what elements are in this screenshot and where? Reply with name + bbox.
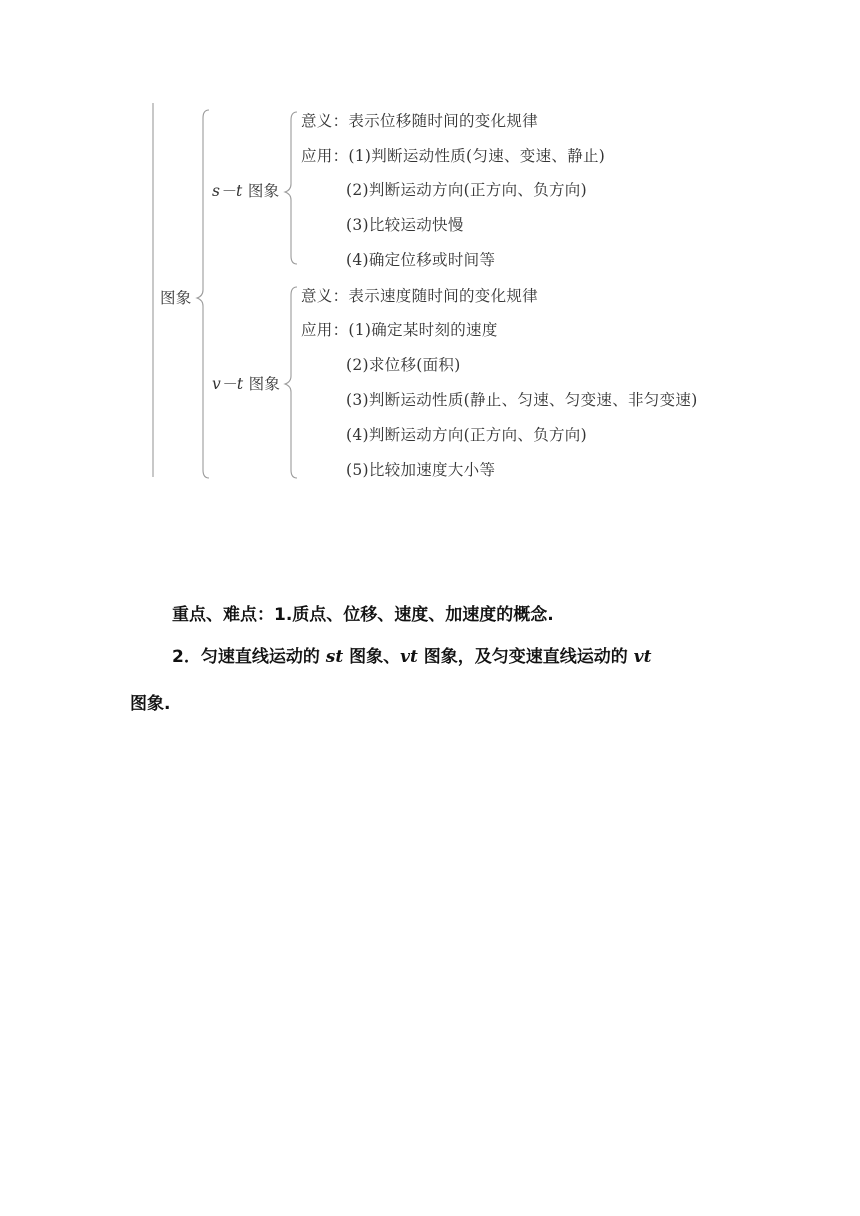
st-item: 应用：(1)判断运动性质(匀速、变速、静止) — [301, 147, 606, 165]
vt-item: (2)求位移(面积) — [346, 356, 461, 374]
text-segment: 图象，及匀变速直线运动的 — [417, 647, 634, 667]
vt-item: (4)判断运动方向(正方向、负方向) — [346, 426, 587, 444]
key-points-line-1: 重点、难点：1.质点、位移、速度、加速度的概念. — [172, 605, 554, 625]
vt-label-word: 图象 — [248, 375, 281, 393]
vt-item: (3)判断运动性质(静止、匀速、匀变速、非匀变速) — [346, 391, 698, 409]
st-term: st — [325, 647, 344, 667]
vt-label-var: v－t — [212, 375, 244, 393]
vt-label — [212, 375, 280, 393]
st-label-var: s－t — [212, 182, 243, 200]
st-label-word: 图象 — [247, 182, 280, 200]
vt-item: (5)比较加速度大小等 — [346, 461, 496, 479]
vt-item: 应用：(1)确定某时刻的速度 — [301, 321, 498, 339]
vt-term: vt — [633, 647, 652, 667]
key-points-line-3: 图象. — [130, 694, 171, 714]
vt-brace — [285, 287, 297, 478]
root-brace — [197, 110, 209, 478]
st-brace — [285, 112, 297, 264]
root-label: 图象 — [160, 289, 192, 307]
text-segment: 图象、 — [343, 647, 401, 667]
vt-term: vt — [400, 647, 418, 667]
text-segment: 2．匀速直线运动的 — [172, 647, 326, 667]
st-meaning: 意义：表示位移随时间的变化规律 — [301, 112, 539, 130]
st-item: (3)比较运动快慢 — [346, 216, 464, 234]
key-points-line-2 — [172, 646, 651, 668]
concept-tree — [0, 0, 860, 500]
tree-braces — [0, 0, 860, 500]
st-label — [212, 182, 279, 200]
st-item: (2)判断运动方向(正方向、负方向) — [346, 181, 587, 199]
st-item: (4)确定位移或时间等 — [346, 251, 496, 269]
vt-meaning: 意义：表示速度随时间的变化规律 — [301, 287, 539, 305]
